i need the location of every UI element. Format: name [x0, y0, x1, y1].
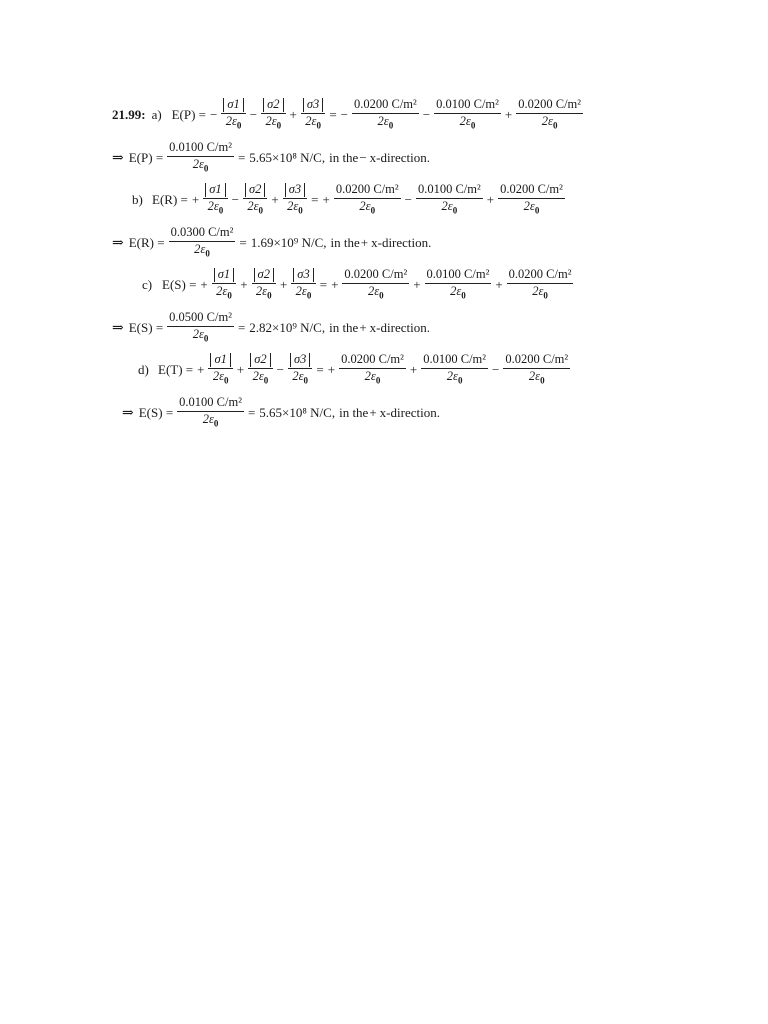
denominator: 2ε [377, 114, 389, 129]
part-b-sigma-frac-2: $\frac{\sigma 2}{2\varepsilon_0}$ [243, 183, 267, 216]
denominator: 2ε [459, 114, 471, 129]
sigma-3: σ3 [303, 98, 323, 112]
result-numerator: 0.0500 C/m² [167, 311, 234, 327]
part-c-result-value: 2.82×10⁹ N/C, [249, 320, 326, 335]
part-a-result-value: 5.65×10⁸ N/C, [249, 150, 326, 165]
denominator: 2ε [532, 284, 544, 299]
part-d-result-text: in the [339, 405, 369, 420]
part-a-result: ⇒ E(P) = $\frac{\text{0.0100 C/m²}}{2\varepsilon_0}$ = 5.65×10⁸ N/C, in the − x-direction. [112, 140, 430, 174]
sigma-1: σ1 [223, 98, 243, 112]
denominator: 2ε [255, 284, 268, 299]
part-c-result-dir: x-direction. [369, 320, 430, 335]
sigma-3: σ3 [293, 268, 313, 282]
implies-arrow-icon: ⇒ [112, 150, 124, 166]
part-d-result-frac: $\frac{\text{0.0100 C/m²}}{2\varepsilon_0}$ [179, 395, 242, 429]
part-d-value-frac-3: $\frac{\text{0.0200 C/m²}}{2\varepsilon_0}$ [505, 352, 569, 386]
part-c-result: ⇒ E(S) = $\frac{\text{0.0500 C/m²}}{2\varepsilon_0}$ = 2.82×10⁹ N/C, in the + x-direction. [112, 310, 430, 344]
denominator: 2ε [359, 199, 371, 214]
denominator: 2ε [292, 369, 304, 384]
part-c-sigma-frac-1: $\frac{\sigma 1}{2\varepsilon_0}$ [212, 268, 236, 301]
part-a-sign-2: − [249, 107, 258, 122]
part-b-sign-3: + [271, 192, 279, 207]
part-d-result-lhs: E(S) = [138, 405, 174, 420]
part-d-sign-2: + [236, 362, 245, 377]
part-b-value-frac-2: $\frac{\text{0.0100 C/m²}}{2\varepsilon_0}$ [417, 182, 481, 216]
denominator: 2ε [252, 369, 264, 384]
part-d-equation: d) E(T) = + $\frac{\sigma 1}{2\varepsilon_0}$ + $\frac{\sigma 2}{2\varepsilon_0}$ − $\frac{\sigma 3}{2\varepsilon_0}$ = + $\frac{\text{0.0200 C/m²}}{2\varepsilon_0}$ + $\frac{\text{0.0100 C/m²}}{2\varepsilon_0}$ − $\frac{\text{0.0200 C/m²}}{2\varepsilon_0}$ [138, 352, 569, 386]
denominator: 2ε [528, 369, 541, 384]
value-3: 0.0200 C/m² [498, 183, 565, 199]
denominator: 2ε [446, 369, 458, 384]
part-a-vsign-1: − [340, 107, 348, 122]
part-d-result-sign: + [369, 405, 377, 420]
denominator: 2ε [202, 412, 214, 427]
value-3: 0.0200 C/m² [516, 98, 583, 114]
part-a-result-text: in the [329, 150, 359, 165]
part-b-sigma-frac-3: $\frac{\sigma 3}{2\varepsilon_0}$ [283, 183, 307, 216]
part-b-result-text: in the [330, 235, 360, 250]
part-c-sigma-frac-3: $\frac{\sigma 3}{2\varepsilon_0}$ [291, 268, 315, 301]
part-d-result: ⇒ E(S) = $\frac{\text{0.0100 C/m²}}{2\varepsilon_0}$ = 5.65×10⁸ N/C, in the + x-direction. [122, 395, 440, 429]
part-d-lhs: E(T) = [158, 362, 194, 377]
part-c-value-frac-1: $\frac{\text{0.0200 C/m²}}{2\varepsilon_0}$ [344, 267, 408, 301]
part-a-sigma-frac-2: $\frac{\sigma 2}{2\varepsilon_0}$ [261, 98, 285, 131]
part-d-vsign-2: + [409, 362, 418, 377]
part-a-label: a) [151, 107, 162, 122]
result-numerator: 0.0100 C/m² [177, 396, 244, 412]
part-c-result-sign: + [359, 320, 367, 335]
denominator: 2ε [212, 369, 225, 384]
part-b-result: ⇒ E(R) = $\frac{\text{0.0300 C/m²}}{2\varepsilon_0}$ = 1.69×10⁹ N/C, in the + x-direction. [112, 225, 432, 259]
part-a-sign-1: − [210, 107, 218, 122]
denominator: 2ε [192, 157, 204, 172]
value-1: 0.0200 C/m² [352, 98, 419, 114]
denominator: 2ε [541, 114, 553, 129]
part-b-vsign-3: + [486, 192, 495, 207]
part-b-result-lhs: E(R) = [128, 235, 165, 250]
sigma-1: σ1 [210, 353, 230, 367]
part-c-value-frac-3: $\frac{\text{0.0200 C/m²}}{2\varepsilon_0}$ [508, 267, 572, 301]
part-d-sign-3: − [276, 362, 284, 377]
part-d-value-frac-1: $\frac{\text{0.0200 C/m²}}{2\varepsilon_0}$ [341, 352, 404, 386]
part-c-sign-1: + [200, 277, 208, 292]
part-d-vsign-3: − [492, 362, 500, 377]
denominator: 2ε [225, 114, 237, 129]
sigma-2: σ2 [263, 98, 283, 112]
part-d-sigma-frac-2: $\frac{\sigma 2}{2\varepsilon_0}$ [248, 353, 272, 386]
sigma-3: σ3 [285, 183, 305, 197]
part-b-result-sign: + [360, 235, 369, 250]
part-c-result-lhs: E(S) = [128, 320, 164, 335]
part-d-result-value: 5.65×10⁸ N/C, [259, 405, 336, 420]
part-d-result-dir: x-direction. [379, 405, 440, 420]
part-a-vsign-3: + [504, 107, 513, 122]
part-c-equation: c) E(S) = + $\frac{\sigma 1}{2\varepsilon_0}$ + $\frac{\sigma 2}{2\varepsilon_0}$ + $\frac{\sigma 3}{2\varepsilon_0}$ = + $\frac{\text{0.0200 C/m²}}{2\varepsilon_0}$ + $\frac{\text{0.0100 C/m²}}{2\varepsilon_0}$ + $\frac{\text{0.0200 C/m²}}{2\varepsilon_0}$ [142, 267, 572, 301]
part-c-sigma-frac-2: $\frac{\sigma 2}{2\varepsilon_0}$ [252, 268, 276, 301]
part-b-value-frac-3: $\frac{\text{0.0200 C/m²}}{2\varepsilon_0}$ [500, 182, 563, 216]
part-c-sign-3: + [279, 277, 288, 292]
part-d-label: d) [138, 362, 149, 377]
part-a-value-frac-3: $\frac{\text{0.0200 C/m²}}{2\varepsilon_0}$ [518, 97, 582, 131]
part-c-result-text: in the [329, 320, 359, 335]
denominator: 2ε [194, 242, 206, 257]
part-a-lhs: E(P) = [171, 107, 207, 122]
denominator: 2ε [192, 327, 204, 342]
part-a-result-lhs: E(P) = [128, 150, 164, 165]
part-d-vsign-1: + [327, 362, 336, 377]
part-d-value-frac-2: $\frac{\text{0.0100 C/m²}}{2\varepsilon_0}$ [423, 352, 487, 386]
sigma-2: σ2 [245, 183, 265, 197]
value-1: 0.0200 C/m² [339, 353, 406, 369]
part-a-result-dir: x-direction. [369, 150, 430, 165]
part-c-vsign-3: + [495, 277, 503, 292]
part-a-sigma-frac-3: $\frac{\sigma 3}{2\varepsilon_0}$ [301, 98, 325, 131]
value-2: 0.0100 C/m² [425, 268, 492, 284]
part-a-result-frac: $\frac{\text{0.0100 C/m²}}{2\varepsilon_0}$ [169, 140, 232, 174]
denominator: 2ε [247, 199, 259, 214]
result-numerator: 0.0300 C/m² [169, 226, 236, 242]
part-c-vsign-1: + [331, 277, 339, 292]
denominator: 2ε [523, 199, 535, 214]
denominator: 2ε [305, 114, 317, 129]
part-b-sign-2: − [231, 192, 239, 207]
part-c-lhs: E(S) = [162, 277, 197, 292]
part-b-result-dir: x-direction. [371, 235, 432, 250]
denominator: 2ε [265, 114, 277, 129]
part-a-equation: 21.99: a) E(P) = − $\frac{\sigma 1}{2\varepsilon_0}$ − $\frac{\sigma 2}{2\varepsilon_0}$ + $\frac{\sigma 3}{2\varepsilon_0}$ = − $\frac{\text{0.0200 C/m²}}{2\varepsilon_0}$ − $\frac{\text{0.0100 C/m²}}{2\varepsilon_0}$ + $\frac{\text{0.0200 C/m²}}{2\varepsilon_0}$ [112, 97, 582, 131]
part-a-vsign-2: − [422, 107, 431, 122]
part-b-vsign-1: + [322, 192, 330, 207]
sigma-1: σ1 [214, 268, 234, 282]
part-a-value-frac-2: $\frac{\text{0.0100 C/m²}}{2\varepsilon_0}$ [436, 97, 499, 131]
part-a-value-frac-1: $\frac{\text{0.0200 C/m²}}{2\varepsilon_0}$ [354, 97, 417, 131]
part-d-sign-1: + [197, 362, 205, 377]
part-b-equation: b) E(R) = + $\frac{\sigma 1}{2\varepsilon_0}$ − $\frac{\sigma 2}{2\varepsilon_0}$ + $\frac{\sigma 3}{2\varepsilon_0}$ = + $\frac{\text{0.0200 C/m²}}{2\varepsilon_0}$ − $\frac{\text{0.0100 C/m²}}{2\varepsilon_0}$ + $\frac{\text{0.0200 C/m²}}{2\varepsilon_0}$ [132, 182, 563, 216]
part-c-label: c) [142, 277, 153, 292]
part-d-sigma-frac-3: $\frac{\sigma 3}{2\varepsilon_0}$ [288, 353, 312, 386]
denominator: 2ε [295, 284, 307, 299]
denominator: 2ε [450, 284, 462, 299]
value-2: 0.0100 C/m² [416, 183, 483, 199]
part-c-result-frac: $\frac{\text{0.0500 C/m²}}{2\varepsilon_0}$ [169, 310, 232, 344]
denominator: 2ε [216, 284, 228, 299]
part-b-vsign-2: − [404, 192, 412, 207]
part-b-sigma-frac-1: $\frac{\sigma 1}{2\varepsilon_0}$ [203, 183, 227, 216]
sigma-2: σ2 [250, 353, 270, 367]
value-2: 0.0100 C/m² [421, 353, 488, 369]
part-a-result-sign: − [359, 150, 367, 165]
value-3: 0.0200 C/m² [507, 268, 574, 284]
value-1: 0.0200 C/m² [342, 268, 409, 284]
part-b-sign-1: + [191, 192, 200, 207]
denominator: 2ε [207, 199, 219, 214]
sigma-3: σ3 [290, 353, 310, 367]
value-1: 0.0200 C/m² [334, 183, 401, 199]
implies-arrow-icon: ⇒ [112, 320, 124, 336]
part-b-value-frac-1: $\frac{\text{0.0200 C/m²}}{2\varepsilon_0}$ [335, 182, 399, 216]
part-c-sign-2: + [240, 277, 248, 292]
part-d-sigma-frac-1: $\frac{\sigma 1}{2\varepsilon_0}$ [208, 353, 232, 386]
implies-arrow-icon: ⇒ [112, 235, 124, 251]
value-3: 0.0200 C/m² [503, 353, 570, 369]
part-c-vsign-2: + [413, 277, 421, 292]
problem-number: 21.99: [112, 107, 146, 122]
denominator: 2ε [367, 284, 380, 299]
implies-arrow-icon: ⇒ [122, 405, 134, 421]
part-c-value-frac-2: $\frac{\text{0.0100 C/m²}}{2\varepsilon_0}$ [426, 267, 490, 301]
sigma-2: σ2 [254, 268, 274, 282]
part-b-result-value: 1.69×10⁹ N/C, [250, 235, 327, 250]
part-b-result-frac: $\frac{\text{0.0300 C/m²}}{2\varepsilon_0}$ [170, 225, 234, 259]
value-2: 0.0100 C/m² [434, 98, 501, 114]
denominator: 2ε [287, 199, 299, 214]
denominator: 2ε [364, 369, 376, 384]
denominator: 2ε [441, 199, 453, 214]
part-b-lhs: E(R) = [152, 192, 188, 207]
part-a-sigma-frac-1: $\frac{\sigma 1}{2\varepsilon_0}$ [221, 98, 245, 131]
part-b-label: b) [132, 192, 143, 207]
sigma-1: σ1 [205, 183, 225, 197]
result-numerator: 0.0100 C/m² [167, 141, 234, 157]
part-a-sign-3: + [289, 107, 297, 122]
